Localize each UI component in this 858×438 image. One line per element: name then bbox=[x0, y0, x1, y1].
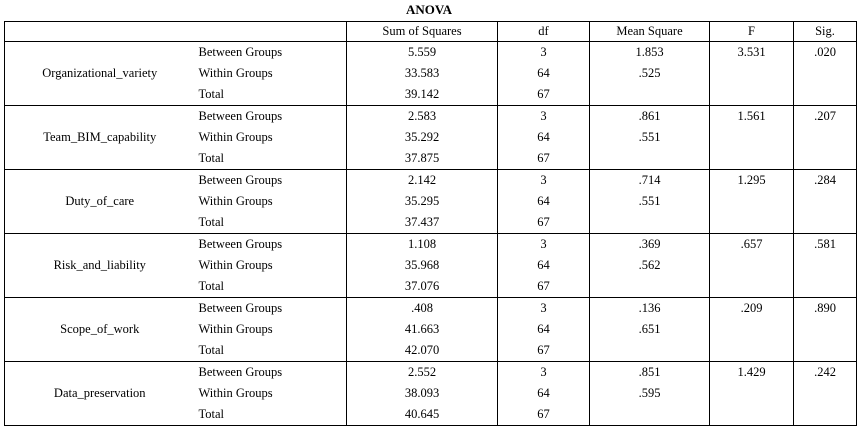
variable-name: Organizational_variety bbox=[5, 42, 195, 106]
sum-of-squares-cell: 39.142 bbox=[347, 84, 498, 106]
sig-value-cell: .207 bbox=[794, 106, 857, 170]
df-cell: 3 bbox=[498, 298, 590, 320]
df-cell: 67 bbox=[498, 84, 590, 106]
df-cell: 3 bbox=[498, 170, 590, 192]
sum-of-squares-cell: 2.142 bbox=[347, 170, 498, 192]
f-value-cell: 1.295 bbox=[710, 170, 794, 234]
source-label: Total bbox=[195, 84, 347, 106]
mean-square-cell bbox=[590, 404, 710, 426]
f-value-cell: .657 bbox=[710, 234, 794, 298]
df-cell: 64 bbox=[498, 63, 590, 84]
sum-of-squares-cell: 41.663 bbox=[347, 319, 498, 340]
mean-square-cell: .369 bbox=[590, 234, 710, 256]
df-cell: 67 bbox=[498, 148, 590, 170]
source-label: Within Groups bbox=[195, 255, 347, 276]
df-cell: 67 bbox=[498, 212, 590, 234]
header-sig: Sig. bbox=[794, 22, 857, 42]
header-sum-of-squares: Sum of Squares bbox=[347, 22, 498, 42]
variable-name: Scope_of_work bbox=[5, 298, 195, 362]
mean-square-cell: .861 bbox=[590, 106, 710, 128]
table-row bbox=[5, 170, 857, 192]
sum-of-squares-cell: 2.583 bbox=[347, 106, 498, 128]
sig-value-cell: .581 bbox=[794, 234, 857, 298]
sum-of-squares-cell: 35.295 bbox=[347, 191, 498, 212]
sum-of-squares-cell: 37.437 bbox=[347, 212, 498, 234]
variable-name: Duty_of_care bbox=[5, 170, 195, 234]
df-cell: 3 bbox=[498, 234, 590, 256]
df-cell: 3 bbox=[498, 362, 590, 384]
source-label: Between Groups bbox=[195, 106, 347, 128]
mean-square-cell: .525 bbox=[590, 63, 710, 84]
f-value-cell: 1.429 bbox=[710, 362, 794, 426]
mean-square-cell bbox=[590, 276, 710, 298]
source-label: Between Groups bbox=[195, 362, 347, 384]
f-value-cell: 1.561 bbox=[710, 106, 794, 170]
sum-of-squares-cell: 37.076 bbox=[347, 276, 498, 298]
table-row bbox=[5, 362, 857, 384]
mean-square-cell: 1.853 bbox=[590, 42, 710, 64]
sum-of-squares-cell: 35.968 bbox=[347, 255, 498, 276]
source-label: Between Groups bbox=[195, 298, 347, 320]
df-cell: 64 bbox=[498, 319, 590, 340]
sum-of-squares-cell: 42.070 bbox=[347, 340, 498, 362]
df-cell: 67 bbox=[498, 404, 590, 426]
sum-of-squares-cell: .408 bbox=[347, 298, 498, 320]
table-title: ANOVA bbox=[406, 2, 452, 17]
mean-square-cell: .651 bbox=[590, 319, 710, 340]
mean-square-cell bbox=[590, 212, 710, 234]
source-label: Between Groups bbox=[195, 42, 347, 64]
sig-value-cell: .284 bbox=[794, 170, 857, 234]
anova-table bbox=[4, 21, 857, 426]
df-cell: 64 bbox=[498, 383, 590, 404]
source-label: Within Groups bbox=[195, 191, 347, 212]
source-label: Within Groups bbox=[195, 383, 347, 404]
mean-square-cell: .551 bbox=[590, 191, 710, 212]
source-label: Between Groups bbox=[195, 234, 347, 256]
variable-name: Data_preservation bbox=[5, 362, 195, 426]
sum-of-squares-cell: 40.645 bbox=[347, 404, 498, 426]
df-cell: 3 bbox=[498, 106, 590, 128]
variable-name: Risk_and_liability bbox=[5, 234, 195, 298]
sum-of-squares-cell: 37.875 bbox=[347, 148, 498, 170]
table-row bbox=[5, 42, 857, 64]
source-label: Total bbox=[195, 148, 347, 170]
df-cell: 3 bbox=[498, 42, 590, 64]
mean-square-cell: .562 bbox=[590, 255, 710, 276]
sum-of-squares-cell: 2.552 bbox=[347, 362, 498, 384]
mean-square-cell bbox=[590, 148, 710, 170]
anova-body bbox=[5, 42, 857, 426]
df-cell: 64 bbox=[498, 191, 590, 212]
source-label: Total bbox=[195, 340, 347, 362]
source-label: Within Groups bbox=[195, 63, 347, 84]
sig-value-cell: .020 bbox=[794, 42, 857, 106]
sum-of-squares-cell: 33.583 bbox=[347, 63, 498, 84]
table-row bbox=[5, 106, 857, 128]
source-label: Total bbox=[195, 276, 347, 298]
table-row bbox=[5, 298, 857, 320]
sig-value-cell: .890 bbox=[794, 298, 857, 362]
sum-of-squares-cell: 35.292 bbox=[347, 127, 498, 148]
sum-of-squares-cell: 38.093 bbox=[347, 383, 498, 404]
source-label: Between Groups bbox=[195, 170, 347, 192]
mean-square-cell: .136 bbox=[590, 298, 710, 320]
header-df: df bbox=[498, 22, 590, 42]
table-row bbox=[5, 234, 857, 256]
mean-square-cell: .551 bbox=[590, 127, 710, 148]
source-label: Total bbox=[195, 212, 347, 234]
source-label: Total bbox=[195, 404, 347, 426]
header-mean-square: Mean Square bbox=[590, 22, 710, 42]
mean-square-cell: .595 bbox=[590, 383, 710, 404]
header-blank bbox=[5, 22, 347, 42]
df-cell: 64 bbox=[498, 255, 590, 276]
sum-of-squares-cell: 1.108 bbox=[347, 234, 498, 256]
sig-value-cell: .242 bbox=[794, 362, 857, 426]
f-value-cell: .209 bbox=[710, 298, 794, 362]
df-cell: 67 bbox=[498, 276, 590, 298]
mean-square-cell: .851 bbox=[590, 362, 710, 384]
mean-square-cell bbox=[590, 340, 710, 362]
sum-of-squares-cell: 5.559 bbox=[347, 42, 498, 64]
source-label: Within Groups bbox=[195, 127, 347, 148]
df-cell: 67 bbox=[498, 340, 590, 362]
variable-name: Team_BIM_capability bbox=[5, 106, 195, 170]
source-label: Within Groups bbox=[195, 319, 347, 340]
header-f: F bbox=[710, 22, 794, 42]
mean-square-cell: .714 bbox=[590, 170, 710, 192]
df-cell: 64 bbox=[498, 127, 590, 148]
mean-square-cell bbox=[590, 84, 710, 106]
f-value-cell: 3.531 bbox=[710, 42, 794, 106]
